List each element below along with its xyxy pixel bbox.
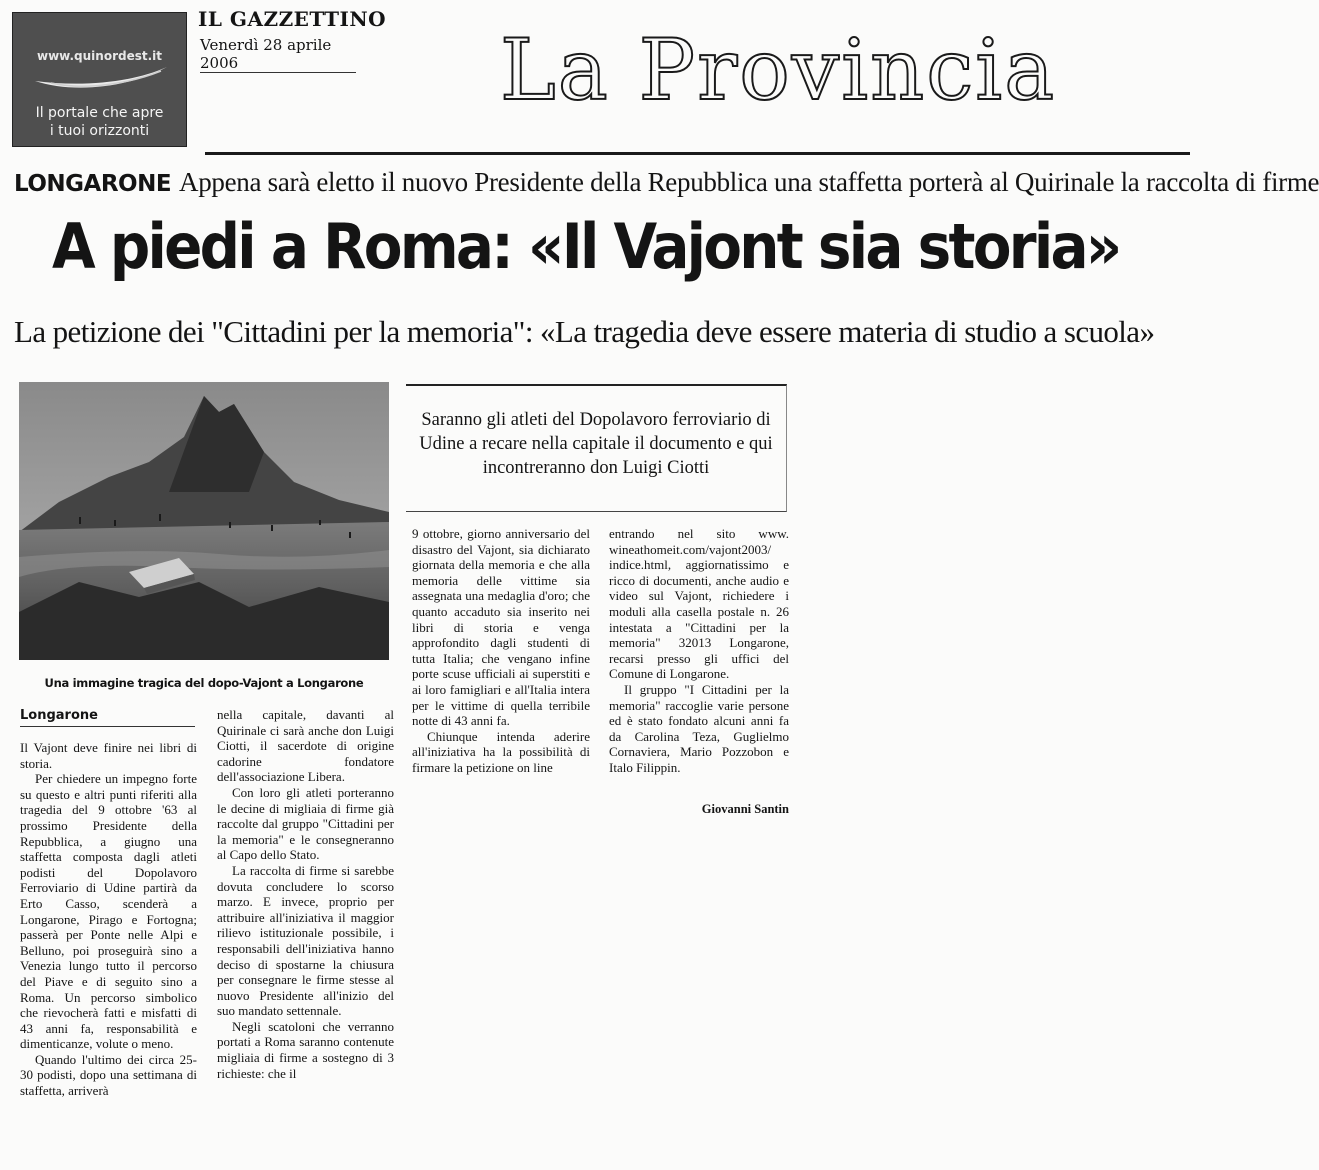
- advert-tagline-2: i tuoi orizzonti: [49, 123, 150, 139]
- masthead-rule: [205, 152, 1190, 155]
- section-title: La Provincia: [500, 21, 1057, 119]
- paragraph: nella capitale, davanti al Quirinale ci sarà anche don Luigi Ciotti, il sacerdote di origine cadorine fondatore dell'associazione Libera.: [217, 707, 394, 785]
- article-column-4: [609, 526, 789, 776]
- advert-url: www.quinordest.it: [36, 49, 162, 63]
- advert-tagline-1: Il portale che apre: [35, 105, 164, 121]
- newspaper-name: IL GAZZETTINO: [198, 7, 387, 31]
- photo-caption: Una immagine tragica del dopo-Vajont a Longarone: [44, 676, 364, 690]
- article-column-2: [217, 707, 394, 1081]
- headline: A piedi a Roma: «Il Vajont sia storia»: [52, 210, 1120, 283]
- paragraph: Chiunque intenda aderire all'iniziativa ha la possibilità di firmare la petizione on line: [412, 728, 590, 775]
- article-column-1: [20, 740, 197, 1099]
- paragraph: Negli scatoloni che verranno portati a Roma saranno contenute migliaia di firme a sostegno di 3 richieste: che il: [217, 1018, 394, 1081]
- dateline-rule: [20, 726, 195, 727]
- kicker-text: Appena sarà eletto il nuovo Presidente della Repubblica una staffetta porterà al Quirinale la raccolta di firme: [179, 167, 1319, 197]
- paragraph: Per chiedere un impegno forte su questo e altri punti riferiti alla tragedia del 9 ottobre '63 al prossimo Presidente della Repubblica, a giugno una staffetta composta dagli atleti podisti del Dopolavoro Ferroviario di Udine partirà da Erto Casso, scenderà a Longarone, Pirago e Fortogna; passerà per Ponte nelle Alpi e Belluno, poi proseguirà sino a Venezia lungo tutto il percorso del Piave e di seguito sino a Roma. Un percorso simbolico che rievocherà fatti e misfatti di 43 anni fa, responsabilità e dimenticanze, volute o meno.: [20, 771, 197, 1052]
- issue-date: Venerdì 28 aprile 2006: [200, 36, 356, 73]
- article-photo: [19, 382, 389, 660]
- paragraph: entrando nel sito www. wineathomeit.com/vajont2003/ indice.html, aggiornatissimo e ricco di documenti, anche audio e video sul Vajont, richiedere i moduli alla casella postale n. 26 intestata a "Cittadini per la memoria" 32013 Longarone, recarsi presso gli uffici del Comune di Longarone.: [609, 526, 789, 682]
- paragraph: Con loro gli atleti porteranno le decine di migliaia di firme già raccolte dal gruppo "Cittadini per la memoria" e le consegneranno al Capo dello Stato.: [217, 784, 394, 863]
- swoosh-logo-icon: [31, 63, 171, 89]
- advert-box: [12, 12, 187, 147]
- paragraph: Quando l'ultimo dei circa 25-30 podisti, dopo una settimana di staffetta, arriverà: [20, 1051, 197, 1099]
- pull-quote-text: Saranno gli atleti del Dopolavoro ferroviario di Udine a recare nella capitale il documento e qui incontreranno don Luigi Ciotti: [419, 410, 773, 478]
- article-column-3: [412, 526, 590, 776]
- paragraph: Il gruppo "I Cittadini per la memoria" raccoglie varie persone ed è stato fondato alcuni anni fa da Carolina Teza, Guglielmo Cornaviera, Mario Pozzobon e Italo Filippin.: [609, 681, 789, 775]
- paragraph: La raccolta di firme si sarebbe dovuta concludere lo scorso marzo. E invece, proprio per attribuire all'iniziativa il maggior rilievo istituzionale possibile, i responsabili dell'iniziativa hanno deciso di spostarne la chiusura per consegnare le firme stesse al nuovo Presidente all'inizio del suo mandato settennale.: [217, 862, 394, 1019]
- pull-quote-box: [406, 384, 787, 512]
- subheadline: La petizione dei "Cittadini per la memoria": «La tragedia deve essere materia di studio a scuola»: [14, 314, 1155, 349]
- kicker: [14, 167, 1319, 198]
- paragraph: 9 ottobre, giorno anniversario del disastro del Vajont, sia dichiarato giornata della memoria e che alla memoria delle vittime sia assegnata una medaglia d'oro; che quanto accaduto sia inserito nei libri di storia e venga approfondito dagli studenti di tutta Italia; che vengano infine porte scuse ufficiali ai superstiti e ai loro famigliari e all'Italia intera per le vittime di quella terribile notte di 43 anni fa.: [412, 526, 590, 729]
- dateline: Longarone: [20, 708, 98, 723]
- paragraph: Il Vajont deve finire nei libri di storia.: [20, 740, 197, 771]
- kicker-place: LONGARONE: [14, 171, 172, 197]
- author-signature: Giovanni Santin: [701, 802, 789, 816]
- photo-landscape: [19, 382, 389, 660]
